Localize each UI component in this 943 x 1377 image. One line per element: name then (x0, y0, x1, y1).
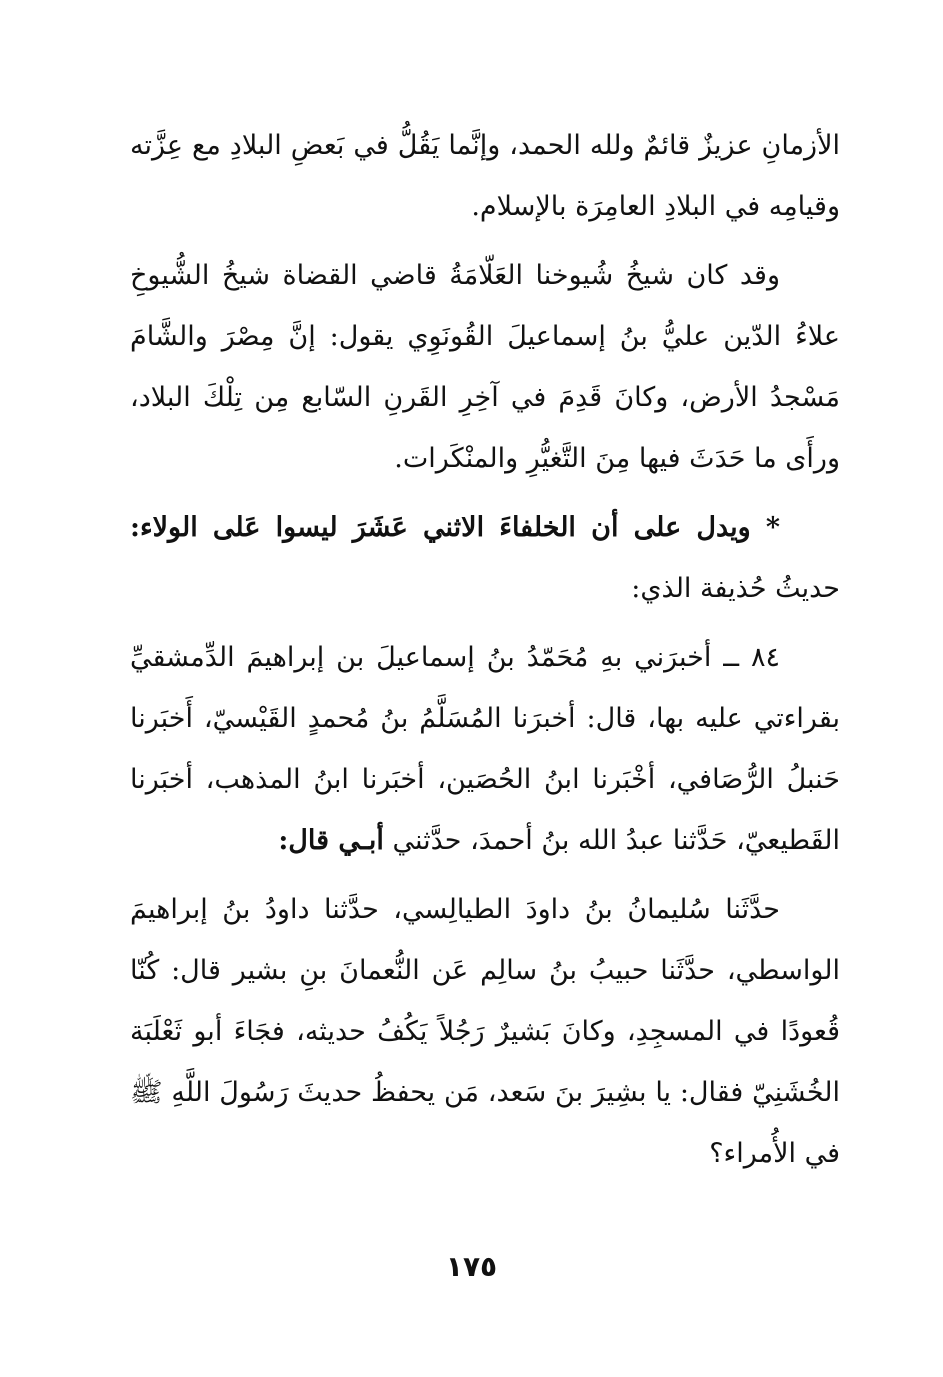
hadith-isnad: ٨٤ ــ أخبرَني بهِ مُحَمّدُ بنُ إسماعيلَ بن إبراهيمَ الدِّمشقيِّ بقراءتي عليه بها، قال: أخبرَنا المُسَلَّمُ بنُ مُحمدٍ القَيْسيّ، أَخبَرنا حَنبلُ الرُّصَافي، أخْبَرنا ابنُ الحُصَين، أخبَرنا ابنُ المذهب، أخبَرنا القَطيعيّ، حَدَّثنا عبدُ الله بنُ أحمدَ، حدَّثني (130, 642, 840, 856)
paragraph-2: وقد كان شيخُ شُيوخنا العَلّامَةُ قاضي القضاة شيخُ الشُّيوخِ علاءُ الدّين عليُّ بنُ إسماعيلَ القُونَوِي يقول: إنَّ مِصْرَ والشَّامَ مَسْجدُ الأرض، وكانَ قَدِمَ في آخِرِ القَرنِ السّابع مِن تِلْكَ البلاد، ورأَى ما حَدَثَ فيها مِنَ التَّغيُّرِ والمنْكَرات. (130, 260, 840, 474)
paragraph-1: الأزمانِ عزيزٌ قائمٌ ولله الحمد، وإنَّما يَقُلُّ في بَعضِ البلادِ مع عِزَّته وقيامِه في البلادِ العامِرَة بالإسلام. (130, 130, 840, 222)
paragraph-4 (130, 627, 840, 871)
paragraph-5: حدَّثَنا سُليمانُ بنُ داودَ الطيالِسي، حدَّثنا داودُ بنُ إبراهيمَ الواسطي، حدَّثَنا حبيبُ بنُ سالِم عَن النُّعمانَ بنِ بشير قال: كُنّا قُعودًا في المسجِدِ، وكانَ بَشيرٌ رَجُلاً يَكُفُ حديثه، فجَاءَ أبو ثَعْلَبَة الخُشَنِيّ فقال: يا بشِيرَ بنَ سَعد، مَن يحفظُ حديثَ رَسُولَ اللَّهِ ﷺ في الأُمراء؟ (130, 894, 840, 1169)
page-number: ١٧٥ (445, 1250, 498, 1283)
hadith-isnad-end: أبـي قال: (278, 825, 384, 856)
section-heading: * ويدل على أن الخلفاءَ الاثني عَشَرَ ليسوا عَلى الولاء: (130, 512, 780, 543)
page-body (130, 115, 840, 1184)
section-heading-continuation: حديثُ حُذيفة الذي: (631, 573, 840, 604)
paragraph-3 (130, 497, 840, 619)
